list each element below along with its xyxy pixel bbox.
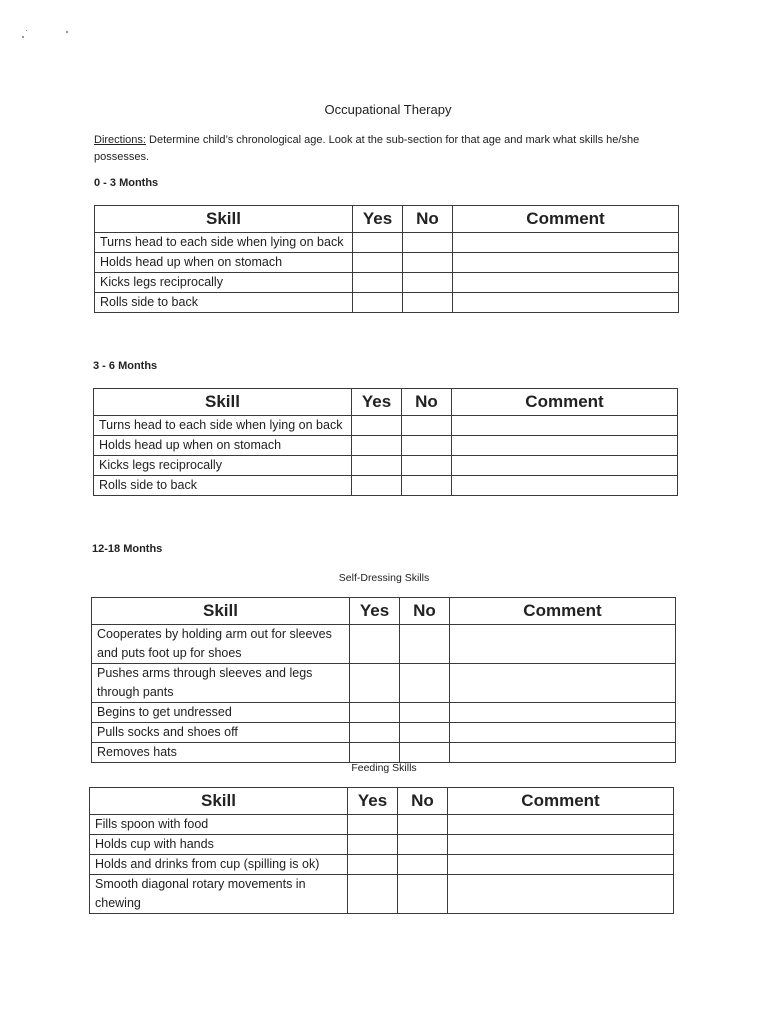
table-row — [92, 664, 676, 703]
comment-cell[interactable] — [452, 436, 678, 456]
yes-cell[interactable] — [352, 476, 402, 496]
comment-cell[interactable] — [450, 664, 676, 703]
yes-cell[interactable] — [348, 815, 398, 835]
table-row — [90, 875, 674, 914]
table-row — [94, 436, 678, 456]
comment-cell[interactable] — [450, 625, 676, 664]
table-header-row — [90, 788, 674, 815]
skills-table — [94, 205, 679, 313]
yes-cell[interactable] — [353, 273, 403, 293]
no-cell[interactable] — [400, 625, 450, 664]
no-cell[interactable] — [400, 723, 450, 743]
skill-cell: Holds cup with hands — [90, 835, 348, 855]
yes-cell[interactable] — [350, 625, 400, 664]
table-row — [92, 743, 676, 763]
table-row — [95, 233, 679, 253]
no-cell[interactable] — [403, 233, 453, 253]
no-header: No — [403, 206, 453, 233]
no-cell[interactable] — [400, 703, 450, 723]
age-heading: 12-18 Months — [92, 543, 163, 555]
yes-cell[interactable] — [353, 293, 403, 313]
comment-cell[interactable] — [452, 416, 678, 436]
table-row — [94, 456, 678, 476]
table-row — [90, 815, 674, 835]
no-header: No — [402, 389, 452, 416]
age-heading: 0 - 3 Months — [94, 177, 159, 189]
no-cell[interactable] — [402, 456, 452, 476]
no-cell[interactable] — [398, 815, 448, 835]
skill-cell: Pushes arms through sleeves and legs through pants — [92, 664, 350, 703]
skill-cell: Kicks legs reciprocally — [94, 456, 352, 476]
skills-table — [91, 597, 676, 763]
skill-cell: Cooperates by holding arm out for sleeves and puts foot up for shoes — [92, 625, 350, 664]
comment-cell[interactable] — [450, 723, 676, 743]
yes-cell[interactable] — [348, 855, 398, 875]
subsection-heading: Self-Dressing Skills — [338, 572, 430, 584]
skill-cell: Holds head up when on stomach — [94, 436, 352, 456]
directions-paragraph — [94, 132, 684, 166]
yes-cell[interactable] — [350, 703, 400, 723]
comment-cell[interactable] — [448, 835, 674, 855]
comment-cell[interactable] — [453, 273, 679, 293]
yes-cell[interactable] — [352, 456, 402, 476]
scan-speck — [22, 36, 24, 38]
no-cell[interactable] — [398, 875, 448, 914]
scan-speck — [26, 30, 27, 31]
directions-label: Directions: — [94, 134, 146, 146]
comment-cell[interactable] — [453, 253, 679, 273]
comment-cell[interactable] — [448, 855, 674, 875]
table-row — [90, 855, 674, 875]
yes-header: Yes — [348, 788, 398, 815]
age-heading: 3 - 6 Months — [93, 360, 158, 372]
comment-cell[interactable] — [452, 456, 678, 476]
subsection-heading: Feeding Skills — [351, 762, 417, 774]
no-cell[interactable] — [402, 436, 452, 456]
no-header: No — [400, 598, 450, 625]
table-row — [92, 625, 676, 664]
skill-cell: Holds head up when on stomach — [95, 253, 353, 273]
no-cell[interactable] — [403, 293, 453, 313]
skill-cell: Removes hats — [92, 743, 350, 763]
skill-header: Skill — [92, 598, 350, 625]
yes-header: Yes — [352, 389, 402, 416]
no-cell[interactable] — [403, 253, 453, 273]
no-header: No — [398, 788, 448, 815]
no-cell[interactable] — [400, 743, 450, 763]
comment-header: Comment — [450, 598, 676, 625]
skill-cell: Pulls socks and shoes off — [92, 723, 350, 743]
table-row — [92, 723, 676, 743]
table-row — [92, 703, 676, 723]
skill-cell: Begins to get undressed — [92, 703, 350, 723]
comment-cell[interactable] — [450, 743, 676, 763]
document-title: Occupational Therapy — [324, 102, 452, 117]
no-cell[interactable] — [398, 835, 448, 855]
yes-cell[interactable] — [353, 233, 403, 253]
comment-cell[interactable] — [452, 476, 678, 496]
yes-header: Yes — [350, 598, 400, 625]
comment-cell[interactable] — [453, 293, 679, 313]
comment-cell[interactable] — [448, 875, 674, 914]
comment-cell[interactable] — [450, 703, 676, 723]
yes-cell[interactable] — [350, 664, 400, 703]
table-row — [95, 293, 679, 313]
table-row — [90, 835, 674, 855]
skill-cell: Rolls side to back — [95, 293, 353, 313]
table-row — [94, 416, 678, 436]
yes-cell[interactable] — [352, 436, 402, 456]
table-header-row — [95, 206, 679, 233]
yes-cell[interactable] — [348, 835, 398, 855]
skill-cell: Kicks legs reciprocally — [95, 273, 353, 293]
skills-table — [93, 388, 678, 496]
yes-cell[interactable] — [350, 743, 400, 763]
yes-header: Yes — [353, 206, 403, 233]
comment-header: Comment — [453, 206, 679, 233]
no-cell[interactable] — [398, 855, 448, 875]
comment-header: Comment — [452, 389, 678, 416]
table-row — [94, 476, 678, 496]
skill-cell: Holds and drinks from cup (spilling is ok) — [90, 855, 348, 875]
table-header-row — [92, 598, 676, 625]
skill-cell: Smooth diagonal rotary movements in chewing — [90, 875, 348, 914]
yes-cell[interactable] — [350, 723, 400, 743]
table-row — [95, 253, 679, 273]
scan-speck — [66, 31, 68, 33]
table-row — [95, 273, 679, 293]
skill-header: Skill — [94, 389, 352, 416]
table-header-row — [94, 389, 678, 416]
comment-cell[interactable] — [448, 815, 674, 835]
skill-header: Skill — [95, 206, 353, 233]
yes-cell[interactable] — [353, 253, 403, 273]
yes-cell[interactable] — [352, 416, 402, 436]
skill-header: Skill — [90, 788, 348, 815]
comment-cell[interactable] — [453, 233, 679, 253]
skill-cell: Rolls side to back — [94, 476, 352, 496]
no-cell[interactable] — [400, 664, 450, 703]
yes-cell[interactable] — [348, 875, 398, 914]
skills-table — [89, 787, 674, 914]
skill-cell: Turns head to each side when lying on back — [94, 416, 352, 436]
directions-text: Determine child’s chronological age. Look at the sub-section for that age and mark what skills he/she possesses. — [94, 134, 640, 163]
skill-cell: Turns head to each side when lying on back — [95, 233, 353, 253]
comment-header: Comment — [448, 788, 674, 815]
no-cell[interactable] — [402, 476, 452, 496]
no-cell[interactable] — [402, 416, 452, 436]
skill-cell: Fills spoon with food — [90, 815, 348, 835]
no-cell[interactable] — [403, 273, 453, 293]
